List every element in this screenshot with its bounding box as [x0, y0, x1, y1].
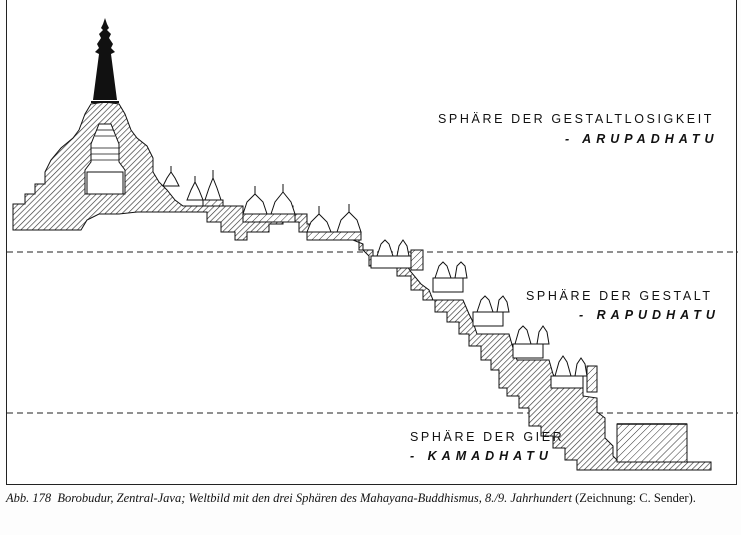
diagram-frame — [6, 0, 737, 485]
caption-label: Abb. 178 — [6, 491, 52, 505]
figure-caption — [6, 490, 734, 506]
gallery-niches — [371, 240, 597, 392]
sphere-title-arupadhatu: SPHÄRE DER GESTALTLOSIGKEIT — [438, 112, 715, 126]
sphere-subtitle-rapudhatu: - RAPUDHATU — [579, 308, 720, 322]
sphere-title-kamadhatu: SPHÄRE DER GIER — [410, 430, 565, 444]
sphere-subtitle-kamadhatu: - KAMADHATU — [410, 449, 553, 463]
central-spire — [93, 18, 117, 100]
sphere-subtitle-arupadhatu: - ARUPADHATU — [565, 132, 719, 146]
hidden-foot-base — [617, 424, 687, 462]
borobudur-section-drawing — [7, 0, 738, 485]
caption-credit: (Zeichnung: C. Sender). — [575, 491, 696, 505]
caption-text: Borobudur, Zentral-Java; Weltbild mit den drei Sphären des Mahayana-Buddhismus, 8./9. Jahrhundert — [57, 491, 572, 505]
central-stupa-base — [87, 172, 123, 194]
sphere-title-rapudhatu: SPHÄRE DER GESTALT — [526, 289, 713, 303]
